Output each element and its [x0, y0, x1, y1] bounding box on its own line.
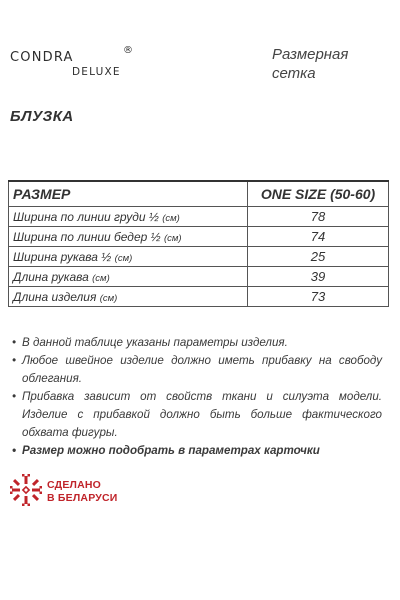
belarusian-ornament-icon	[10, 474, 42, 506]
row-unit: (см)	[99, 292, 118, 304]
row-label: Ширина рукава ½ (см)	[9, 247, 248, 267]
brand-sub: DELUXE	[72, 66, 121, 78]
row-label: Длина рукава (см)	[9, 267, 248, 287]
made-in-label: СДЕЛАНО В БЕЛАРУСИ	[47, 479, 118, 504]
registered-mark: ®	[123, 45, 135, 56]
table-header-row	[9, 181, 389, 207]
row-unit: (см)	[162, 212, 180, 224]
chart-title: Размерная сетка	[272, 46, 349, 82]
list-item: • Любое швейное изделие должно иметь прибавку на свободу облегания.	[12, 354, 382, 385]
product-name: БЛУЗКА	[10, 108, 74, 125]
table-row	[9, 227, 389, 247]
bullet-icon: •	[12, 354, 17, 367]
table-row	[9, 247, 389, 267]
size-table	[8, 180, 389, 307]
row-value: 39	[248, 267, 389, 287]
bullet-icon: •	[12, 390, 17, 403]
table-row	[9, 267, 389, 287]
row-value: 78	[248, 207, 389, 227]
row-value: 74	[248, 227, 389, 247]
row-label: Ширина по линии груди ½ (см)	[9, 207, 248, 227]
row-unit: (см)	[163, 232, 182, 244]
row-value: 25	[248, 247, 389, 267]
notes-list	[12, 334, 382, 460]
table-row	[9, 287, 389, 307]
row-unit: (см)	[114, 252, 133, 264]
list-item: • Размер можно подобрать в параметрах карточки	[12, 442, 382, 460]
header-size: ONE SIZE (50-60)	[248, 181, 389, 207]
header-param: РАЗМЕР	[9, 181, 248, 207]
row-label: Ширина по линии бедер ½ (см)	[9, 227, 248, 247]
bullet-icon: •	[12, 444, 17, 457]
bullet-icon: •	[12, 336, 17, 349]
list-item: • Прибавка зависит от свойств ткани и силуэта модели. Изделие с прибавкой должно быть больше фактического обхвата фигуры.	[12, 390, 382, 439]
table-row	[9, 207, 389, 227]
row-label: Длина изделия (см)	[9, 287, 248, 307]
brand-name: condra ®	[10, 46, 121, 65]
brand-logo	[10, 44, 135, 78]
row-unit: (см)	[92, 272, 110, 284]
made-in-belarus-badge	[10, 474, 120, 514]
list-item: • В данной таблице указаны параметры изделия.	[12, 334, 382, 352]
row-value: 73	[248, 287, 389, 307]
